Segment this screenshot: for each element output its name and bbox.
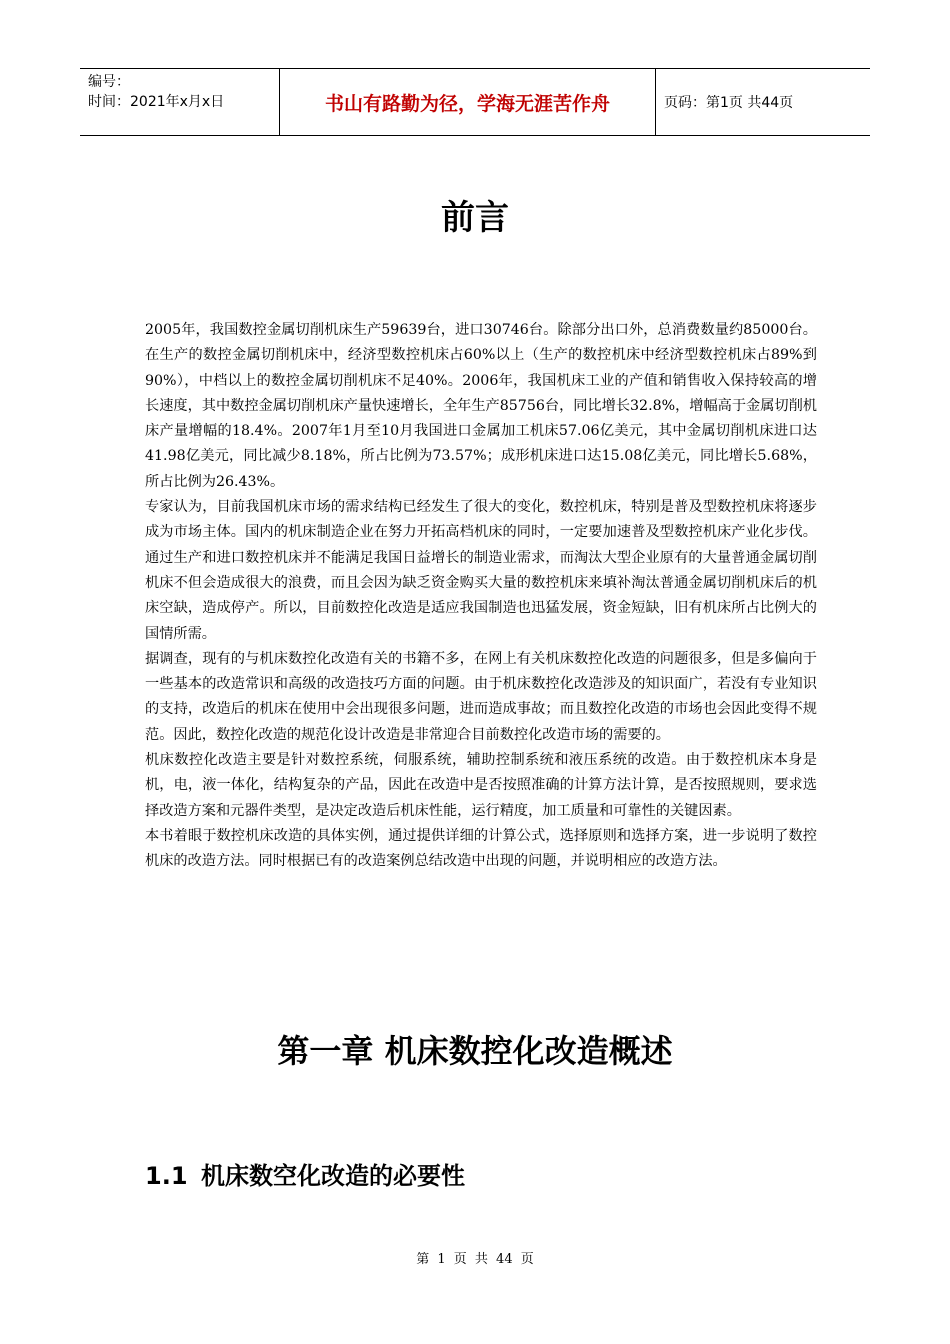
preface-body bbox=[145, 318, 817, 875]
paragraph: 据调查，现有的与机床数控化改造有关的书籍不多，在网上有关机床数控化改造的问题很多，但是多偏向于一些基本的改造常识和高级的改造技巧方面的问题。由于机床数控化改造涉及的知识面广，若没有专业知识的支持，改造后的机床在使用中会出现很多问题，进而造成事故；而且数控化改造的市场也会因此变得不规范。因此，数控化改造的规范化设计改造是非常迎合目前数控化改造市场的需要的。 bbox=[145, 650, 817, 743]
header-meta bbox=[80, 69, 280, 135]
paragraph: 机床数控化改造主要是针对数控系统，伺服系统，辅助控制系统和液压系统的改造。由于数控机床本身是机，电，液一体化，结构复杂的产品，因此在改造中是否按照准确的计算方法计算，是否按照规则，要求选择改造方案和元器件类型，是决定改造后机床性能，运行精度，加工质量和可靠性的关键因素。 bbox=[145, 752, 817, 819]
paragraph: 专家认为，目前我国机床市场的需求结构已经发生了很大的变化，数控机床，特别是普及型数控机床将逐步成为市场主体。国内的机床制造企业在努力开拓高档机床的同时，一定要加速普及型数控机床产业化步伐。通过生产和进口数控机床并不能满足我国日益增长的制造业需求，而淘汰大型企业原有的大量普通金属切削机床不但会造成很大的浪费，而且会因为缺乏资金购买大量的数控机床来填补淘汰普通金属切削机床后的机床空缺，造成停产。所以，目前数控化改造是适应我国制造也迅猛发展，资金短缺，旧有机床所占比例大的国情所需。 bbox=[145, 499, 817, 642]
page-footer: 第 1 页 共 44 页 bbox=[416, 1252, 534, 1267]
page-header bbox=[80, 68, 870, 136]
code-label: 编号： bbox=[88, 74, 130, 90]
header-motto: 书山有路勤为径，学海无涯苦作舟 bbox=[280, 69, 656, 135]
chapter-title: 第一章 机床数控化改造概述 bbox=[277, 1032, 673, 1070]
section-number: 1.1 bbox=[145, 1162, 188, 1190]
section-title: 机床数空化改造的必要性 bbox=[201, 1162, 465, 1190]
time-label: 时间：2021年x月x日 bbox=[88, 94, 225, 110]
section-heading bbox=[145, 1156, 465, 1191]
paragraph: 本书着眼于数控机床改造的具体实例，通过提供详细的计算公式，选择原则和选择方案，进一步说明了数控机床的改造方法。同时根据已有的改造案例总结改造中出现的问题，并说明相应的改造方法。 bbox=[145, 827, 817, 870]
paragraph: 2005年，我国数控金属切削机床生产59639台，进口30746台。除部分出口外，总消费数量约85000台。在生产的数控金属切削机床中，经济型数控机床占60%以上（生产的数控机床中经济型数控机床占89%到90%），中档以上的数控金属切削机床不足40%。2006年，我国机床工业的产值和销售收入保持较高的增长速度，其中数控金属切削机床产量快速增长，全年生产85756台，同比增长32.8%，增幅高于金属切削机床产量增幅的18.4%。2007年1月至10月我国进口金属加工机床57.06亿美元，其中金属切削机床进口达41.98亿美元，同比减少8.18%，所占比例为73.57%；成形机床进口达15.08亿美元，同比增长5.68%，所占比例为26.43%。 bbox=[145, 322, 817, 490]
page-title: 前言 bbox=[441, 198, 509, 238]
header-page-info: 页码：第1页 共44页 bbox=[664, 95, 794, 111]
